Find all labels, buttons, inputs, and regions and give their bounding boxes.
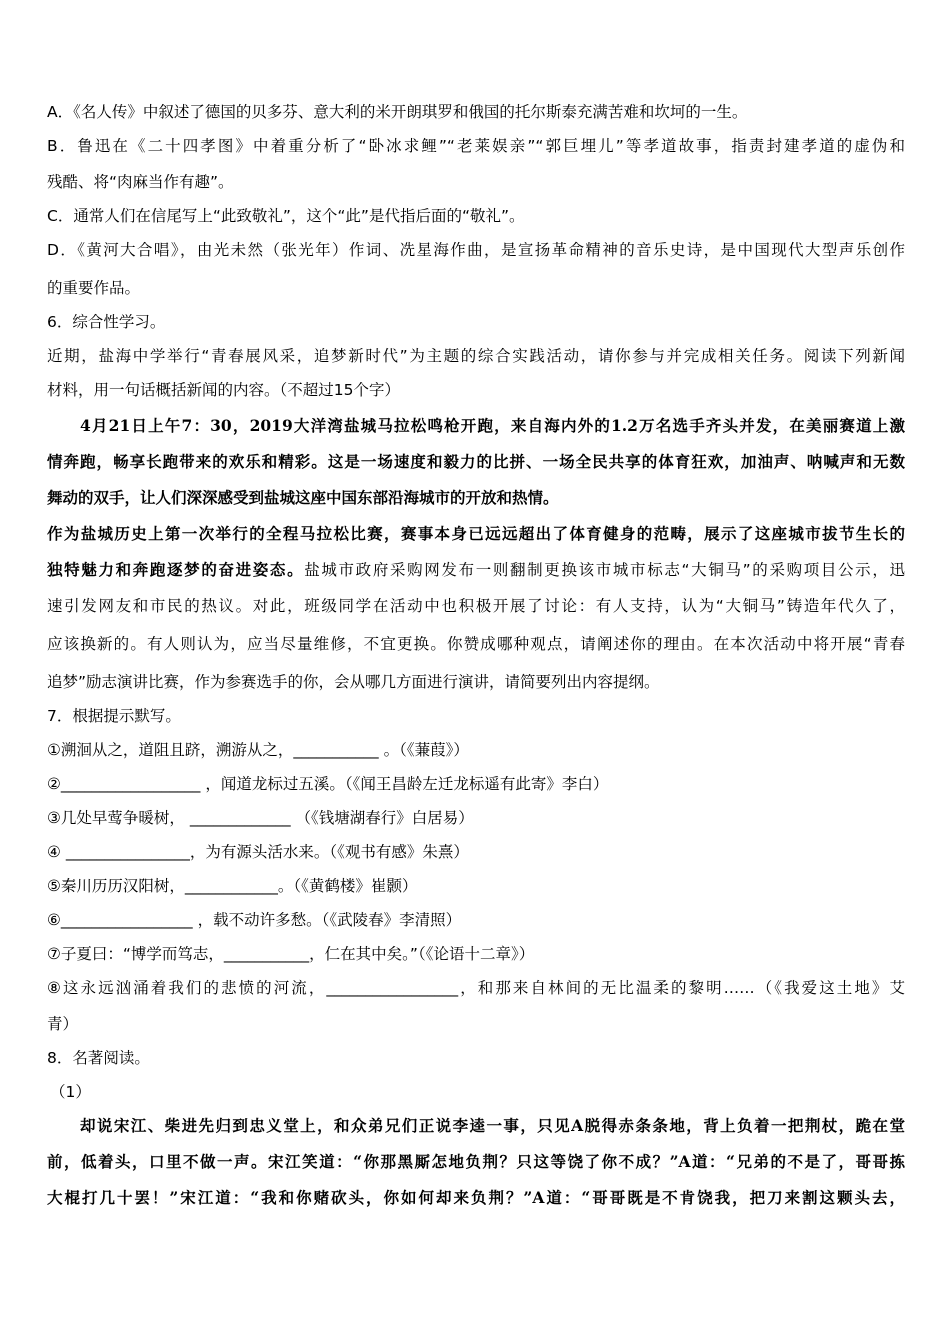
q7-item-2: ②__________________ ，闻道龙标过五溪。（《闻王昌龄左迁龙标遥有此寄》李白） [47,775,609,793]
q7-item-8-cont: 青） [47,1015,79,1033]
q6-intro-line2: 材料，用一句话概括新闻的内容。（不超过15个字） [47,381,400,399]
q7-item-5: ⑤秦川历历汉阳树，____________。（《黄鹤楼》崔颢） [47,877,418,895]
q8-passage-line3: 大棍打几十罢！”宋江道：“我和你赌砍头，你如何却来负荆？”A道：“哥哥既是不肯饶我，把刀来割这颗头去， [47,1188,905,1207]
q7-title: 7．根据提示默写。 [47,707,181,725]
option-d-line1: D．《黄河大合唱》，由光未然（张光年）作词、冼星海作曲，是宣扬革命精神的音乐史诗，是中国现代大型声乐创作 [47,241,905,259]
q7-item-8: ⑧这永远汹涌着我们的悲愤的河流，_________________，和那来自林间的无比温柔的黎明……（《我爱这土地》艾 [47,979,905,997]
q8-passage-line2: 前，低着头，口里不做一声。宋江笑道：“你那黑厮怎地负荆？只这等饶了你不成？”A道：“兄弟的不是了，哥哥拣 [47,1152,905,1171]
q6-news-line2: 情奔跑，畅享长跑带来的欢乐和精彩。这是一场速度和毅力的比拼、一场全民共享的体育狂欢，加油声、呐喊声和无数 [47,452,905,471]
option-d-line2: 的重要作品。 [47,279,141,297]
q6-news-line4: 作为盐城历史上第一次举行的全程马拉松比赛，赛事本身已远远超出了体育健身的范畴，展示了这座城市拔节生长的 [47,524,905,543]
q7-item-7: ⑦子夏曰：“博学而笃志，___________，仁在其中矣。”（《论语十二章》） [47,945,535,963]
q8-title: 8．名著阅读。 [47,1049,150,1067]
q6-news-line3: 舞动的双手，让人们深深感受到盐城这座中国东部沿海城市的开放和热情。 [47,488,559,507]
q8-passage-line1: 却说宋江、柴进先归到忠义堂上，和众弟兄们正说李逵一事，只见A脱得赤条条地，背上负着一把荆杖，跪在堂 [80,1116,905,1135]
option-b-line2: 残酷、将“肉麻当作有趣”。 [47,173,234,191]
option-a: A．《名人传》中叙述了德国的贝多芬、意大利的米开朗琪罗和俄国的托尔斯泰充满苦难和坎坷的一生。 [47,103,748,121]
q6-news-line5-a: 独特魅力和奔跑逐梦的奋进姿态。 [47,560,305,579]
q7-item-1: ①溯洄从之，道阻且跻，溯游从之，___________ 。（《蒹葭》） [47,741,469,759]
q8-subquestion: （1） [50,1083,91,1101]
q6-intro-line1: 近期，盐海中学举行“青春展风采，追梦新时代”为主题的综合实践活动，请你参与并完成相关任务。阅读下列新闻 [47,347,905,365]
q6-news-line5 [47,560,905,580]
q6-news-line1: 4月21日上午7：30，2019大洋湾盐城马拉松鸣枪开跑，来自海内外的1.2万名选手齐头并发，在美丽赛道上激 [80,416,905,435]
q7-item-3: ③几处早莺争暖树， _____________ （《钱塘湖春行》白居易） [47,809,474,827]
q7-item-6: ⑥_________________ ，载不动许多愁。（《武陵春》李清照） [47,911,462,929]
q6-discussion-line3: 应该换新的。有人则认为，应当尽量维修，不宜更换。你赞成哪种观点，请阐述你的理由。在本次活动中将开展“青春 [47,635,905,653]
q6-discussion-line4: 追梦”励志演讲比赛，作为参赛选手的你，会从哪几方面进行演讲，请简要列出内容提纲。 [47,673,660,691]
q7-item-4: ④ ________________，为有源头活水来。（《观书有感》朱熹） [47,843,469,861]
option-c: C．通常人们在信尾写上“此致敬礼”，这个“此”是代指后面的“敬礼”。 [47,207,525,225]
q6-title: 6．综合性学习。 [47,313,166,331]
q6-discussion-line1: 盐城市政府采购网发布一则翻制更换该市城市标志“大铜马”的采购项目公示，迅 [304,561,905,579]
q6-discussion-line2: 速引发网友和市民的热议。对此，班级同学在活动中也积极开展了讨论：有人支持，认为“大铜马”铸造年代久了， [47,597,905,615]
option-b-line1: B．鲁迅在《二十四孝图》中着重分析了“卧冰求鲤”“老莱娱亲”“郭巨埋儿”等孝道故事，指责封建孝道的虚伪和 [47,137,905,155]
